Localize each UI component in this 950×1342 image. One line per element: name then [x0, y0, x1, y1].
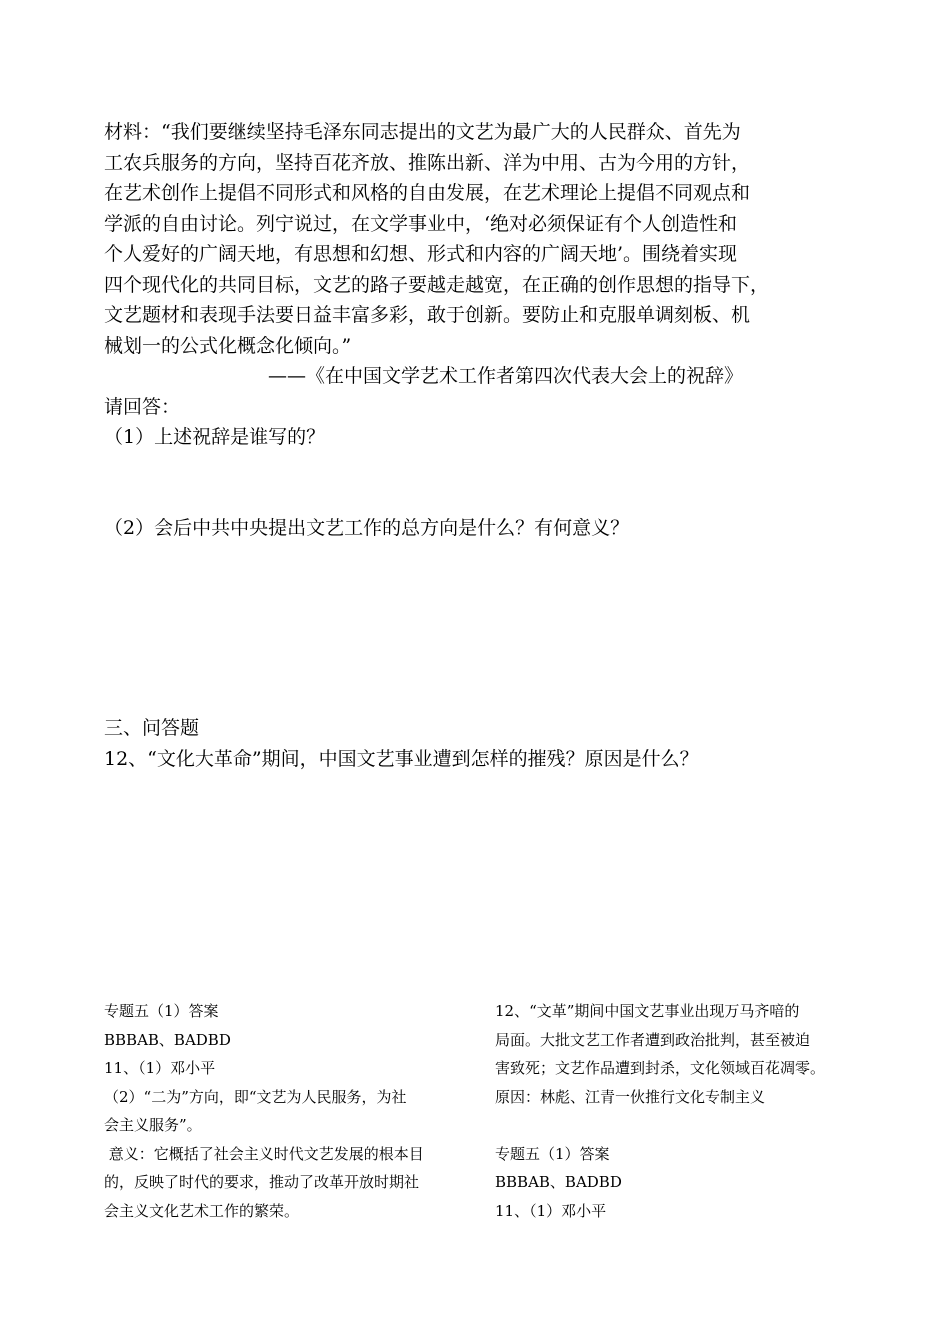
material-line: 文艺题材和表现手法要日益丰富多彩，敢于创新。要防止和克服单调刻板、机: [104, 304, 751, 326]
multiple-choice-answers: BBBAB、BADBD: [104, 1030, 231, 1049]
spacer: [495, 1111, 857, 1140]
answer-12: 害致死；文艺作品遭到封杀，文化领域百花凋零。: [495, 1059, 826, 1077]
section-3-heading: 三、问答题: [104, 717, 200, 739]
material-line: 材料：“我们要继续坚持毛泽东同志提出的文艺为最广大的人民群众、首先为: [104, 121, 741, 143]
answer-12: 局面。大批文艺工作者遭到政治批判，甚至被迫: [495, 1030, 811, 1049]
material-line: 工农兵服务的方向，坚持百花齐放、推陈出新、洋为中用、古为今用的方针，: [104, 151, 751, 174]
material-line: 械划一的公式化概念化倾向。”: [104, 334, 352, 357]
question-12: 12、“文化大革命”期间，中国文艺事业遭到怎样的摧残？原因是什么？: [104, 747, 699, 770]
answer-11-1: 11、（1）邓小平: [495, 1201, 607, 1220]
answer-12-reason: 原因：林彪、江青一伙推行文化专制主义: [495, 1087, 766, 1106]
question-section: [104, 117, 864, 774]
material-passage: [104, 117, 864, 392]
answer-key-title: 专题五（1）答案: [104, 1002, 219, 1020]
answer-key-left-column: [104, 997, 466, 1225]
answer-11-meaning: 会主义文化艺术工作的繁荣。: [104, 1201, 300, 1220]
question-2: （2）会后中共中央提出文艺工作的总方向是什么？有何意义？: [104, 516, 630, 539]
multiple-choice-answers: BBBAB、BADBD: [495, 1173, 622, 1191]
question-prompt: 请回答：: [104, 395, 181, 418]
answer-11-1: 11、（1）邓小平: [104, 1059, 216, 1077]
material-attribution: ——《在中国文学艺术工作者第四次代表大会上的祝辞》: [268, 365, 744, 387]
material-line: 个人爱好的广阔天地，有思想和幻想、形式和内容的广阔天地’。围绕着实现: [104, 243, 738, 265]
answer-key-title: 专题五（1）答案: [495, 1144, 610, 1163]
answer-space-2: [104, 543, 864, 713]
answer-11-2: 会主义服务”。: [104, 1116, 202, 1134]
answer-12: 12、“文革”期间中国文艺事业出现万马齐喑的: [495, 1002, 800, 1020]
answer-key-right-column: [495, 997, 857, 1225]
answer-11-meaning: 意义：它概括了社会主义时代文艺发展的根本目: [104, 1144, 424, 1163]
answer-space-1: [104, 453, 864, 513]
material-line: 四个现代化的共同目标，文艺的路子要越走越宽，在正确的创作思想的指导下，: [104, 273, 770, 296]
material-line: 学派的自由讨论。列宁说过，在文学事业中，‘绝对必须保证有个人创造性和: [104, 212, 738, 235]
material-line: 在艺术创作上提倡不同形式和风格的自由发展，在艺术理论上提倡不同观点和: [104, 182, 751, 204]
answer-11-2: （2）“二为”方向，即“文艺为人民服务，为社: [104, 1087, 407, 1106]
question-1: （1）上述祝辞是谁写的？: [104, 426, 326, 448]
answer-11-meaning: 的，反映了时代的要求，推动了改革开放时期社: [104, 1173, 420, 1191]
